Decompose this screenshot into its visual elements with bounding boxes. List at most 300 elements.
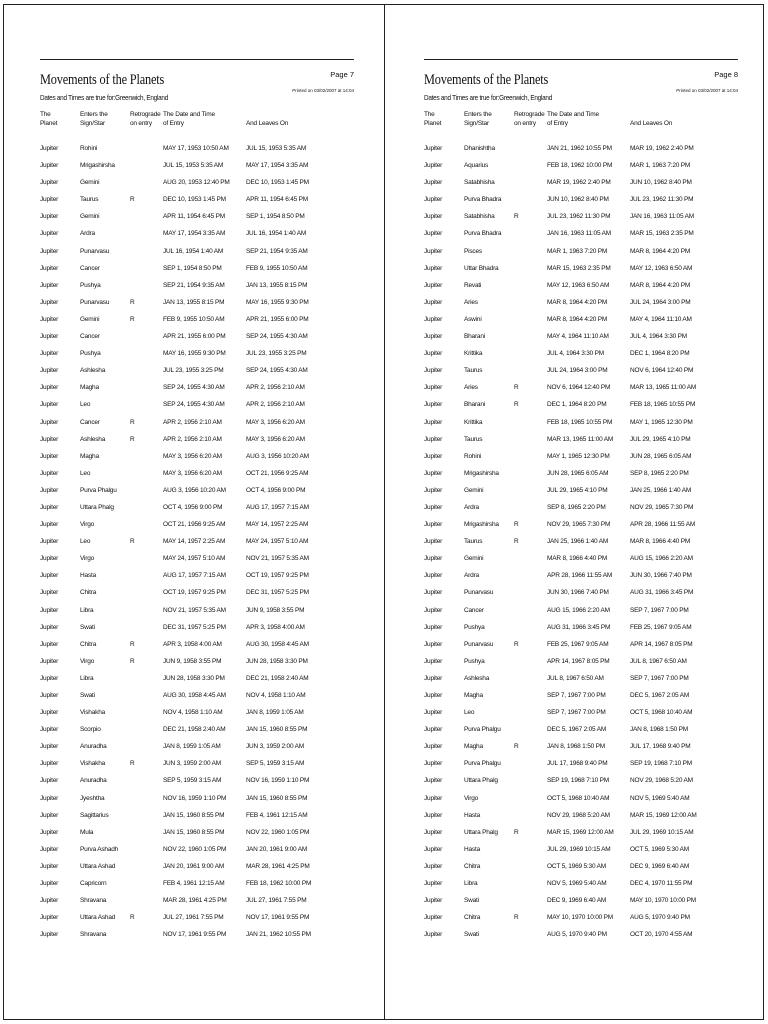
cell-entry-date: NOV 29, 1968 5:20 AM — [547, 811, 610, 819]
cell-entry-date: AUG 3, 1956 10:20 AM — [163, 486, 226, 494]
table-row — [40, 517, 354, 534]
cell-sign-star: Ashlesha — [80, 367, 106, 375]
cell-leaves-on: JUL 4, 1964 3:30 PM — [630, 333, 688, 341]
cell-leaves-on: MAR 19, 1962 2:40 PM — [630, 145, 694, 152]
cell-leaves-on: JAN 8, 1959 1:05 AM — [246, 709, 304, 717]
cell-leaves-on: MAY 14, 1957 2:25 AM — [246, 521, 309, 529]
table-row — [424, 688, 738, 705]
cell-planet: Jupiter — [424, 657, 443, 665]
table-row — [40, 534, 354, 551]
page-subtitle: Dates and Times are true for:Greenwich, England — [40, 93, 168, 102]
cell-leaves-on: MAY 10, 1970 10:00 PM — [630, 897, 697, 905]
cell-sign-star: Taurus — [80, 196, 99, 204]
cell-planet: Jupiter — [40, 538, 59, 546]
cell-entry-date: DEC 10, 1953 1:45 PM — [163, 196, 226, 204]
cell-planet: Jupiter — [424, 555, 443, 563]
cell-leaves-on: FEB 4, 1961 12:15 AM — [246, 811, 308, 819]
table-row — [424, 329, 738, 346]
cell-sign-star: Punarvasu — [80, 247, 110, 255]
cell-retrograde: R — [130, 657, 135, 665]
cell-entry-date: JAN 15, 1960 8:55 PM — [163, 811, 225, 819]
cell-leaves-on: NOV 4, 1958 1:10 AM — [246, 692, 306, 699]
cell-entry-date: APR 21, 1955 6:00 PM — [163, 333, 226, 341]
column-headers — [40, 110, 354, 141]
cell-leaves-on: FEB 9, 1955 10:50 AM — [246, 264, 308, 272]
table-row — [424, 432, 738, 449]
cell-leaves-on: JUL 8, 1967 6:50 AM — [630, 657, 687, 665]
cell-planet: Jupiter — [40, 469, 59, 477]
cell-sign-star: Krittika — [464, 418, 483, 426]
cell-planet: Jupiter — [424, 367, 443, 375]
cell-planet: Jupiter — [40, 401, 59, 409]
cell-planet: Jupiter — [40, 333, 59, 341]
cell-planet: Jupiter — [40, 435, 59, 443]
cell-leaves-on: DEC 31, 1957 5:25 PM — [246, 589, 309, 597]
cell-leaves-on: DEC 21, 1958 2:40 AM — [246, 674, 309, 682]
cell-planet: Jupiter — [424, 623, 443, 631]
cell-sign-star: Chitra — [80, 640, 97, 648]
cell-leaves-on: NOV 5, 1969 5:40 AM — [630, 794, 690, 802]
cell-planet: Jupiter — [424, 897, 443, 905]
header-sign-star: Enters the Sign/Star — [80, 111, 108, 127]
cell-planet: Jupiter — [40, 315, 59, 323]
table-row — [40, 842, 354, 859]
cell-planet: Jupiter — [424, 880, 443, 888]
cell-leaves-on: APR 2, 1956 2:10 AM — [246, 401, 305, 409]
cell-sign-star: Ardra — [464, 572, 479, 580]
table-row — [424, 808, 738, 825]
cell-planet: Jupiter — [40, 657, 59, 665]
cell-leaves-on: MAR 8, 1966 4:40 PM — [630, 538, 691, 546]
cell-retrograde: R — [130, 538, 135, 546]
table-row — [424, 910, 738, 927]
cell-leaves-on: JUN 28, 1965 6:05 AM — [630, 452, 692, 460]
cell-entry-date: MAR 28, 1961 4:25 PM — [163, 897, 227, 905]
cell-entry-date: FEB 4, 1961 12:15 AM — [163, 880, 225, 888]
table-row — [40, 773, 354, 790]
cell-sign-star: Pushya — [80, 350, 101, 358]
cell-leaves-on: JUN 10, 1962 8:40 PM — [630, 179, 692, 187]
cell-entry-date: OCT 5, 1969 5:30 AM — [547, 862, 606, 870]
page-header — [40, 60, 354, 110]
cell-entry-date: DEC 31, 1957 5:25 PM — [163, 623, 226, 631]
cell-sign-star: Purva Ashadh — [80, 845, 119, 853]
cell-leaves-on: MAR 8, 1964 4:20 PM — [630, 281, 691, 289]
cell-planet: Jupiter — [424, 264, 443, 272]
cell-sign-star: Mrigashirsha — [464, 469, 499, 477]
cell-entry-date: OCT 19, 1957 9:25 PM — [163, 589, 226, 597]
cell-leaves-on: JUL 27, 1961 7:55 PM — [246, 897, 307, 905]
cell-entry-date: NOV 16, 1959 1:10 PM — [163, 794, 227, 802]
cell-retrograde: R — [514, 521, 519, 529]
table-row — [40, 603, 354, 620]
cell-sign-star: Purva Phalgu — [464, 760, 501, 768]
cell-planet: Jupiter — [40, 897, 59, 905]
table-row — [40, 688, 354, 705]
cell-entry-date: MAY 10, 1970 10:00 PM — [547, 914, 614, 922]
cell-entry-date: JAN 15, 1960 8:55 PM — [163, 828, 225, 836]
cell-planet: Jupiter — [40, 606, 59, 614]
cell-planet: Jupiter — [424, 743, 443, 751]
cell-leaves-on: JUN 3, 1959 2:00 AM — [246, 743, 304, 751]
table-row — [424, 568, 738, 585]
cell-retrograde: R — [514, 384, 519, 392]
cell-leaves-on: JAN 21, 1962 10:55 PM — [246, 931, 311, 939]
cell-planet: Jupiter — [424, 931, 443, 939]
cell-leaves-on: NOV 22, 1960 1:05 PM — [246, 828, 310, 836]
cell-entry-date: JAN 13, 1955 8:15 PM — [163, 298, 225, 306]
page-title: Movements of the Planets — [424, 72, 549, 88]
table-row — [40, 859, 354, 876]
cell-planet: Jupiter — [424, 572, 443, 580]
cell-entry-date: APR 3, 1958 4:00 AM — [163, 640, 222, 648]
cell-retrograde: R — [514, 743, 519, 751]
table-row — [40, 312, 354, 329]
cell-leaves-on: FEB 18, 1962 10:00 PM — [246, 880, 312, 888]
table-row — [424, 756, 738, 773]
cell-planet: Jupiter — [40, 298, 59, 306]
cell-planet: Jupiter — [40, 760, 59, 768]
cell-planet: Jupiter — [40, 572, 59, 580]
cell-sign-star: Magha — [464, 692, 483, 699]
table-row — [40, 893, 354, 910]
cell-leaves-on: OCT 5, 1968 10:40 AM — [630, 709, 693, 717]
cell-sign-star: Leo — [80, 469, 91, 477]
cell-planet: Jupiter — [424, 726, 443, 734]
cell-leaves-on: AUG 31, 1966 3:45 PM — [630, 589, 694, 597]
table-row — [424, 295, 738, 312]
cell-planet: Jupiter — [40, 384, 59, 392]
cell-planet: Jupiter — [424, 486, 443, 494]
cell-sign-star: Ardra — [80, 230, 95, 238]
cell-leaves-on: MAY 3, 1956 6:20 AM — [246, 418, 305, 426]
cell-entry-date: JAN 8, 1959 1:05 AM — [163, 743, 221, 751]
cell-entry-date: APR 2, 1956 2:10 AM — [163, 435, 222, 443]
cell-planet: Jupiter — [424, 247, 443, 255]
cell-leaves-on: MAR 15, 1963 2:35 PM — [630, 230, 694, 238]
cell-sign-star: Swati — [464, 931, 479, 939]
cell-leaves-on: JUL 23, 1962 11:30 PM — [630, 196, 694, 204]
cell-planet: Jupiter — [424, 760, 443, 768]
cell-planet: Jupiter — [424, 315, 443, 323]
cell-sign-star: Purva Bhadra — [464, 196, 502, 204]
cell-entry-date: APR 2, 1956 2:10 AM — [163, 418, 222, 426]
cell-sign-star: Hasta — [464, 811, 480, 819]
cell-leaves-on: SEP 1, 1954 8:50 PM — [246, 213, 305, 221]
cell-sign-star: Magha — [80, 384, 99, 392]
table-row — [40, 756, 354, 773]
table-row — [40, 192, 354, 209]
cell-sign-star: Satabhisha — [464, 213, 495, 221]
cell-leaves-on: DEC 5, 1967 2:05 AM — [630, 692, 690, 699]
cell-entry-date: DEC 5, 1967 2:05 AM — [547, 726, 607, 734]
table-row — [40, 415, 354, 432]
cell-leaves-on: SEP 24, 1955 4:30 AM — [246, 333, 308, 341]
table-body — [40, 141, 354, 944]
cell-sign-star: Hasta — [464, 845, 480, 853]
cell-entry-date: MAY 4, 1964 11:10 AM — [547, 333, 609, 341]
cell-entry-date: MAY 17, 1953 10:50 AM — [163, 145, 229, 152]
cell-planet: Jupiter — [424, 196, 443, 204]
cell-entry-date: SEP 21, 1954 9:35 AM — [163, 281, 225, 289]
cell-sign-star: Scorpio — [80, 726, 101, 734]
cell-retrograde: R — [514, 914, 519, 922]
cell-planet: Jupiter — [40, 486, 59, 494]
cell-entry-date: MAR 8, 1966 4:40 PM — [547, 555, 608, 563]
table-row — [424, 500, 738, 517]
cell-entry-date: NOV 17, 1961 9:55 PM — [163, 931, 227, 939]
cell-retrograde: R — [514, 828, 519, 836]
cell-leaves-on: MAY 4, 1964 11:10 AM — [630, 315, 692, 323]
cell-retrograde: R — [130, 640, 135, 648]
cell-entry-date: SEP 24, 1955 4:30 AM — [163, 401, 225, 409]
table-row — [40, 380, 354, 397]
table-row — [40, 158, 354, 175]
cell-entry-date: MAY 1, 1965 12:30 PM — [547, 452, 610, 460]
cell-leaves-on: AUG 15, 1966 2:20 AM — [630, 555, 693, 563]
cell-planet: Jupiter — [40, 230, 59, 238]
table-row — [40, 791, 354, 808]
cell-sign-star: Dhanishtha — [464, 145, 495, 152]
cell-leaves-on: SEP 7, 1967 7:00 PM — [630, 674, 689, 682]
table-row — [40, 346, 354, 363]
table-row — [424, 380, 738, 397]
cell-leaves-on: SEP 8, 1965 2:20 PM — [630, 469, 689, 477]
cell-sign-star: Punarvasu — [464, 589, 494, 597]
cell-planet: Jupiter — [424, 828, 443, 836]
cell-leaves-on: SEP 5, 1959 3:15 AM — [246, 760, 305, 768]
table-row — [424, 226, 738, 243]
cell-leaves-on: MAY 1, 1965 12:30 PM — [630, 418, 693, 426]
table-body — [424, 141, 738, 944]
page-subtitle: Dates and Times are true for:Greenwich, England — [424, 93, 552, 102]
cell-leaves-on: MAY 24, 1957 5:10 AM — [246, 538, 309, 546]
cell-entry-date: MAR 8, 1964 4:20 PM — [547, 315, 608, 323]
cell-planet: Jupiter — [424, 692, 443, 699]
table-row — [40, 551, 354, 568]
cell-planet: Jupiter — [424, 452, 443, 460]
cell-planet: Jupiter — [424, 794, 443, 802]
table-row — [424, 671, 738, 688]
cell-leaves-on: SEP 21, 1954 9:35 AM — [246, 247, 308, 255]
cell-retrograde: R — [514, 538, 519, 546]
cell-leaves-on: AUG 3, 1956 10:20 AM — [246, 452, 309, 460]
cell-sign-star: Virgo — [80, 555, 95, 563]
cell-entry-date: JAN 25, 1966 1:40 AM — [547, 538, 609, 546]
cell-entry-date: OCT 5, 1968 10:40 AM — [547, 794, 610, 802]
table-row — [40, 397, 354, 414]
cell-leaves-on: NOV 16, 1959 1:10 PM — [246, 777, 310, 785]
header-planet: The Planet — [424, 111, 442, 127]
cell-planet: Jupiter — [424, 213, 443, 221]
cell-sign-star: Ashlesha — [80, 435, 106, 443]
cell-planet: Jupiter — [40, 555, 59, 563]
cell-planet: Jupiter — [40, 692, 59, 699]
table-row — [40, 825, 354, 842]
cell-sign-star: Taurus — [464, 367, 483, 375]
cell-sign-star: Gemini — [80, 179, 100, 187]
cell-entry-date: MAR 15, 1963 2:35 PM — [547, 264, 611, 272]
cell-entry-date: MAY 16, 1955 9:30 PM — [163, 350, 226, 358]
cell-planet: Jupiter — [40, 247, 59, 255]
table-row — [424, 654, 738, 671]
cell-sign-star: Aswini — [464, 315, 482, 323]
cell-leaves-on: JAN 8, 1968 1:50 PM — [630, 726, 688, 734]
table-row — [424, 637, 738, 654]
cell-entry-date: SEP 8, 1965 2:20 PM — [547, 503, 606, 511]
cell-leaves-on: APR 14, 1967 8:05 PM — [630, 640, 693, 648]
cell-planet: Jupiter — [40, 828, 59, 836]
cell-leaves-on: FEB 18, 1965 10:55 PM — [630, 401, 696, 409]
cell-sign-star: Pisces — [464, 247, 482, 255]
table-row — [40, 568, 354, 585]
cell-entry-date: JUL 15, 1953 5:35 AM — [163, 162, 224, 170]
cell-sign-star: Swati — [464, 897, 479, 905]
cell-planet: Jupiter — [40, 640, 59, 648]
table-row — [424, 705, 738, 722]
cell-leaves-on: APR 28, 1966 11:55 AM — [630, 521, 696, 529]
cell-planet: Jupiter — [40, 811, 59, 819]
cell-leaves-on: OCT 5, 1969 5:30 AM — [630, 845, 689, 853]
cell-sign-star: Bharani — [464, 401, 486, 409]
cell-sign-star: Hasta — [80, 572, 96, 580]
cell-planet: Jupiter — [424, 145, 443, 152]
cell-planet: Jupiter — [40, 931, 59, 939]
cell-sign-star: Purva Bhadra — [464, 230, 502, 238]
cell-sign-star: Vishakha — [80, 760, 106, 768]
cell-entry-date: FEB 18, 1965 10:55 PM — [547, 418, 613, 426]
table-row — [40, 175, 354, 192]
cell-planet: Jupiter — [40, 743, 59, 751]
cell-leaves-on: MAR 15, 1969 12:00 AM — [630, 811, 697, 819]
table-row — [424, 603, 738, 620]
cell-sign-star: Uttar Bhadra — [464, 264, 499, 272]
cell-leaves-on: JUL 29, 1969 10:15 AM — [630, 828, 694, 836]
cell-leaves-on: JUL 15, 1953 5:35 AM — [246, 145, 307, 152]
cell-sign-star: Magha — [464, 743, 483, 751]
cell-sign-star: Revati — [464, 281, 482, 289]
cell-entry-date: MAY 3, 1956 6:20 AM — [163, 469, 222, 477]
table-row — [424, 773, 738, 790]
table-row — [424, 449, 738, 466]
column-headers — [424, 110, 738, 141]
cell-sign-star: Uttara Phalg — [80, 503, 114, 511]
cell-sign-star: Punarvasu — [464, 640, 494, 648]
cell-entry-date: JAN 16, 1963 11:05 AM — [547, 230, 611, 238]
cell-entry-date: AUG 31, 1966 3:45 PM — [547, 623, 611, 631]
cell-leaves-on: JAN 25, 1966 1:40 AM — [630, 486, 692, 494]
table-row — [40, 808, 354, 825]
table-row — [40, 620, 354, 637]
cell-sign-star: Purva Phalgu — [80, 486, 117, 494]
table-row — [424, 209, 738, 226]
table-row — [40, 483, 354, 500]
cell-entry-date: JUN 3, 1959 2:00 AM — [163, 760, 221, 768]
cell-planet: Jupiter — [424, 230, 443, 238]
cell-planet: Jupiter — [40, 914, 59, 922]
cell-entry-date: OCT 4, 1956 9:00 PM — [163, 503, 223, 511]
table-row — [424, 244, 738, 261]
cell-leaves-on: OCT 20, 1970 4:55 AM — [630, 931, 693, 939]
cell-planet: Jupiter — [424, 179, 443, 187]
cell-sign-star: Uttara Phalg — [464, 777, 498, 785]
cell-leaves-on: DEC 9, 1969 6:40 AM — [630, 862, 690, 870]
cell-sign-star: Chitra — [80, 589, 97, 597]
printed-stamp: Printed on 03/02/2007 at 14:04 — [292, 88, 354, 93]
cell-entry-date: MAY 24, 1957 5:10 AM — [163, 555, 226, 563]
cell-planet: Jupiter — [40, 145, 59, 152]
cell-entry-date: MAY 17, 1954 3:35 AM — [163, 230, 226, 238]
cell-entry-date: AUG 5, 1970 9:40 PM — [547, 931, 607, 939]
cell-leaves-on: AUG 5, 1970 9:40 PM — [630, 914, 690, 922]
table-row — [424, 927, 738, 944]
page-divider — [384, 4, 385, 1020]
cell-sign-star: Cancer — [464, 606, 484, 614]
cell-leaves-on: JUL 29, 1965 4:10 PM — [630, 435, 691, 443]
cell-entry-date: NOV 29, 1965 7:30 PM — [547, 521, 611, 529]
cell-entry-date: MAR 8, 1964 4:20 PM — [547, 298, 608, 306]
table-row — [40, 141, 354, 158]
cell-entry-date: SEP 1, 1954 8:50 PM — [163, 264, 222, 272]
table-row — [424, 346, 738, 363]
cell-planet: Jupiter — [424, 606, 443, 614]
printed-stamp: Printed on 03/02/2007 at 14:04 — [676, 88, 738, 93]
table-row — [424, 397, 738, 414]
table-row — [40, 722, 354, 739]
cell-planet: Jupiter — [40, 880, 59, 888]
cell-entry-date: DEC 21, 1958 2:40 AM — [163, 726, 226, 734]
header-retrograde: Retrograde on entry — [514, 111, 545, 127]
table-row — [424, 876, 738, 893]
cell-leaves-on: MAR 28, 1961 4:25 PM — [246, 862, 310, 870]
cell-sign-star: Rohini — [464, 452, 482, 460]
cell-retrograde: R — [130, 196, 135, 204]
cell-sign-star: Chitra — [464, 914, 481, 922]
page-header — [424, 60, 738, 110]
table-row — [40, 295, 354, 312]
cell-leaves-on: DEC 1, 1964 8:20 PM — [630, 350, 690, 358]
page-left — [40, 59, 354, 944]
table-row — [40, 927, 354, 944]
cell-planet: Jupiter — [40, 862, 59, 870]
cell-sign-star: Sagittarius — [80, 811, 109, 819]
cell-retrograde: R — [514, 213, 519, 221]
cell-leaves-on: JAN 16, 1963 11:05 AM — [630, 213, 694, 221]
cell-planet: Jupiter — [40, 726, 59, 734]
cell-entry-date: JUL 23, 1955 3:25 PM — [163, 367, 224, 375]
cell-entry-date: SEP 7, 1967 7:00 PM — [547, 692, 606, 699]
cell-entry-date: AUG 30, 1958 4:45 AM — [163, 692, 226, 699]
cell-leaves-on: MAY 17, 1954 3:35 AM — [246, 162, 309, 170]
cell-retrograde: R — [130, 435, 135, 443]
cell-sign-star: Mrigashirsha — [80, 162, 115, 170]
cell-leaves-on: MAR 8, 1964 4:20 PM — [630, 247, 691, 255]
cell-leaves-on: NOV 29, 1965 7:30 PM — [630, 503, 694, 511]
table-row — [40, 671, 354, 688]
cell-entry-date: MAY 12, 1963 6:50 AM — [547, 281, 610, 289]
cell-entry-date: JUN 10, 1962 8:40 PM — [547, 196, 609, 204]
cell-sign-star: Aries — [464, 298, 478, 306]
cell-planet: Jupiter — [424, 162, 443, 170]
cell-entry-date: JUL 8, 1967 6:50 AM — [547, 674, 604, 682]
cell-leaves-on: APR 21, 1955 6:00 PM — [246, 315, 309, 323]
cell-planet: Jupiter — [40, 350, 59, 358]
table-row — [40, 585, 354, 602]
cell-planet: Jupiter — [424, 811, 443, 819]
cell-planet: Jupiter — [424, 862, 443, 870]
cell-planet: Jupiter — [40, 196, 59, 204]
cell-entry-date: APR 14, 1967 8:05 PM — [547, 657, 610, 665]
